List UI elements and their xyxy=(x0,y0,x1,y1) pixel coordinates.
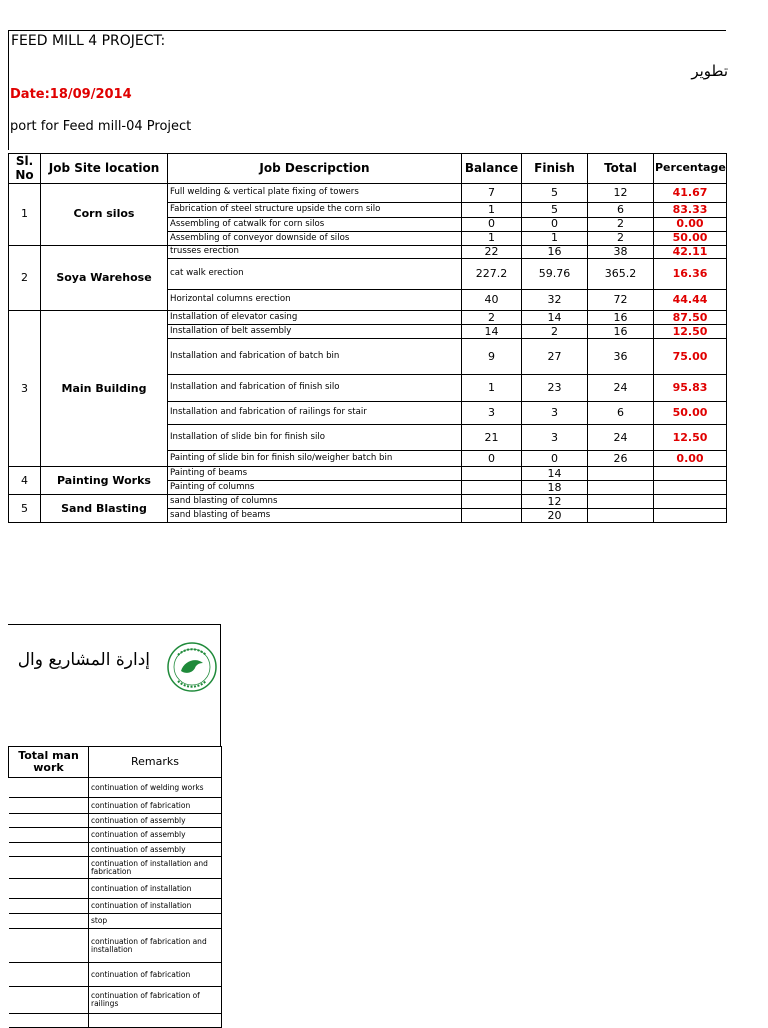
remark-text: continuation of welding works xyxy=(89,778,222,798)
finish-value: 3 xyxy=(522,425,588,451)
percentage-value: 95.83 xyxy=(654,375,727,402)
finish-value: 20 xyxy=(522,509,588,523)
col-header-balance: Balance xyxy=(462,154,522,184)
left-rule xyxy=(8,30,9,150)
man-work-cell xyxy=(9,814,89,828)
table-row xyxy=(9,843,222,857)
job-description: Fabrication of steel structure upside the corn silo xyxy=(168,203,462,218)
man-work-cell xyxy=(9,778,89,798)
col-header-location: Job Site location xyxy=(41,154,168,184)
table-row xyxy=(9,899,222,914)
remark-text: continuation of fabrication xyxy=(89,798,222,814)
table-row xyxy=(9,311,727,325)
table-row xyxy=(9,798,222,814)
col-header-remarks: Remarks xyxy=(89,747,222,778)
remark-text: continuation of fabrication xyxy=(89,963,222,987)
man-work-cell xyxy=(9,879,89,899)
job-description: trusses erection xyxy=(168,246,462,259)
percentage-value xyxy=(654,481,727,495)
job-description: sand blasting of columns xyxy=(168,495,462,509)
percentage-value: 41.67 xyxy=(654,184,727,203)
finish-value: 5 xyxy=(522,184,588,203)
total-value: 6 xyxy=(588,402,654,425)
remark-text: continuation of assembly xyxy=(89,843,222,857)
finish-value: 0 xyxy=(522,451,588,467)
total-value: 6 xyxy=(588,203,654,218)
job-location: Main Building xyxy=(41,311,168,467)
balance-value xyxy=(462,481,522,495)
job-description: Installation and fabrication of batch bin xyxy=(168,339,462,375)
percentage-value: 12.50 xyxy=(654,425,727,451)
remark-text: continuation of assembly xyxy=(89,828,222,843)
percentage-value xyxy=(654,509,727,523)
percentage-value: 0.00 xyxy=(654,451,727,467)
job-description: Installation and fabrication of railings for stair xyxy=(168,402,462,425)
man-work-cell xyxy=(9,987,89,1014)
table-row xyxy=(9,828,222,843)
logo-seal-icon xyxy=(166,641,218,693)
total-value xyxy=(588,481,654,495)
balance-value: 3 xyxy=(462,402,522,425)
percentage-value: 16.36 xyxy=(654,259,727,290)
job-description: Installation of elevator casing xyxy=(168,311,462,325)
balance-value: 0 xyxy=(462,451,522,467)
job-description: Full welding & vertical plate fixing of towers xyxy=(168,184,462,203)
finish-value: 5 xyxy=(522,203,588,218)
finish-value: 23 xyxy=(522,375,588,402)
finish-value: 32 xyxy=(522,290,588,311)
balance-value xyxy=(462,467,522,481)
man-work-cell xyxy=(9,914,89,929)
finish-value: 18 xyxy=(522,481,588,495)
job-description: Horizontal columns erection xyxy=(168,290,462,311)
sl-number: 5 xyxy=(9,495,41,523)
man-work-cell xyxy=(9,843,89,857)
table-row xyxy=(9,987,222,1014)
job-description: Painting of columns xyxy=(168,481,462,495)
finish-value: 14 xyxy=(522,311,588,325)
job-description: Installation of belt assembly xyxy=(168,325,462,339)
percentage-value: 83.33 xyxy=(654,203,727,218)
finish-value: 0 xyxy=(522,218,588,232)
col-header-total: Total xyxy=(588,154,654,184)
total-value: 2 xyxy=(588,232,654,246)
top-rule xyxy=(8,30,726,31)
balance-value: 1 xyxy=(462,375,522,402)
percentage-value: 50.00 xyxy=(654,402,727,425)
balance-value: 40 xyxy=(462,290,522,311)
finish-value: 2 xyxy=(522,325,588,339)
finish-value: 14 xyxy=(522,467,588,481)
job-description: Assembling of conveyor downside of silos xyxy=(168,232,462,246)
remark-text: continuation of fabrication and installation xyxy=(89,929,222,963)
remarks-table xyxy=(8,746,222,1028)
total-value: 12 xyxy=(588,184,654,203)
remark-text: continuation of fabrication of railings xyxy=(89,987,222,1014)
balance-value: 22 xyxy=(462,246,522,259)
table-row xyxy=(9,929,222,963)
page-title: FEED MILL 4 PROJECT: xyxy=(11,33,166,49)
page2-arabic-heading-clip xyxy=(0,650,150,680)
balance-value: 9 xyxy=(462,339,522,375)
sl-number: 4 xyxy=(9,467,41,495)
percentage-value: 75.00 xyxy=(654,339,727,375)
percentage-value: 12.50 xyxy=(654,325,727,339)
percentage-value: 44.44 xyxy=(654,290,727,311)
total-value: 72 xyxy=(588,290,654,311)
remark-text: continuation of installation xyxy=(89,879,222,899)
total-value: 38 xyxy=(588,246,654,259)
page2-arabic-heading: إدارة المشاريع وال xyxy=(17,650,150,670)
man-work-cell xyxy=(9,1014,89,1028)
job-location: Sand Blasting xyxy=(41,495,168,523)
man-work-cell xyxy=(9,899,89,914)
remark-text: continuation of installation and fabrication xyxy=(89,857,222,879)
balance-value xyxy=(462,495,522,509)
table-row xyxy=(9,879,222,899)
man-work-cell xyxy=(9,963,89,987)
percentage-value: 87.50 xyxy=(654,311,727,325)
man-work-cell xyxy=(9,857,89,879)
col-header-total-man-work: Total man work xyxy=(9,747,89,778)
man-work-cell xyxy=(9,828,89,843)
finish-value: 12 xyxy=(522,495,588,509)
job-description: Installation and fabrication of finish silo xyxy=(168,375,462,402)
job-location: Corn silos xyxy=(41,184,168,246)
job-location: Painting Works xyxy=(41,467,168,495)
man-work-cell xyxy=(9,798,89,814)
sl-number: 1 xyxy=(9,184,41,246)
balance-value: 1 xyxy=(462,232,522,246)
table-row xyxy=(9,963,222,987)
job-description: Installation of slide bin for finish silo xyxy=(168,425,462,451)
percentage-value xyxy=(654,467,727,481)
col-header-sl: Sl. No xyxy=(9,154,41,184)
percentage-value: 42.11 xyxy=(654,246,727,259)
table-row xyxy=(9,914,222,929)
total-value: 365.2 xyxy=(588,259,654,290)
man-work-cell xyxy=(9,929,89,963)
table-row xyxy=(9,1014,222,1028)
finish-value: 16 xyxy=(522,246,588,259)
job-description: Painting of slide bin for finish silo/weigher batch bin xyxy=(168,451,462,467)
percentage-value xyxy=(654,495,727,509)
balance-value: 227.2 xyxy=(462,259,522,290)
table-row xyxy=(9,495,727,509)
table-row xyxy=(9,857,222,879)
percentage-value: 50.00 xyxy=(654,232,727,246)
table-row xyxy=(9,778,222,798)
total-value: 24 xyxy=(588,425,654,451)
arabic-heading: تطوير xyxy=(691,62,728,80)
report-date: Date:18/09/2014 xyxy=(10,87,132,102)
balance-value: 1 xyxy=(462,203,522,218)
table-row xyxy=(9,814,222,828)
percentage-value: 0.00 xyxy=(654,218,727,232)
remark-text: continuation of installation xyxy=(89,899,222,914)
total-value: 16 xyxy=(588,311,654,325)
table-header-row xyxy=(9,154,727,184)
balance-value: 21 xyxy=(462,425,522,451)
balance-value: 0 xyxy=(462,218,522,232)
finish-value: 59.76 xyxy=(522,259,588,290)
job-description: sand blasting of beams xyxy=(168,509,462,523)
total-value xyxy=(588,509,654,523)
finish-value: 3 xyxy=(522,402,588,425)
table-row xyxy=(9,467,727,481)
finish-value: 1 xyxy=(522,232,588,246)
col-header-percentage: Percentage xyxy=(654,154,727,184)
job-location: Soya Warehose xyxy=(41,246,168,311)
balance-value: 7 xyxy=(462,184,522,203)
sl-number: 2 xyxy=(9,246,41,311)
finish-value: 27 xyxy=(522,339,588,375)
total-value: 16 xyxy=(588,325,654,339)
job-description: cat walk erection xyxy=(168,259,462,290)
remarks-header-row xyxy=(9,747,222,778)
progress-table xyxy=(8,153,727,523)
total-value: 36 xyxy=(588,339,654,375)
balance-value xyxy=(462,509,522,523)
table-row xyxy=(9,246,727,259)
col-header-finish: Finish xyxy=(522,154,588,184)
total-value xyxy=(588,495,654,509)
job-description: Painting of beams xyxy=(168,467,462,481)
table-row xyxy=(9,184,727,203)
total-value: 2 xyxy=(588,218,654,232)
logo-seal-graphic xyxy=(166,641,218,693)
sl-number: 3 xyxy=(9,311,41,467)
balance-value: 14 xyxy=(462,325,522,339)
total-value xyxy=(588,467,654,481)
total-value: 24 xyxy=(588,375,654,402)
remark-text: stop xyxy=(89,914,222,929)
balance-value: 2 xyxy=(462,311,522,325)
remark-text: continuation of assembly xyxy=(89,814,222,828)
job-description: Assembling of catwalk for corn silos xyxy=(168,218,462,232)
col-header-description: Job Descripction xyxy=(168,154,462,184)
remark-text xyxy=(89,1014,222,1028)
report-subtitle: port for Feed mill-04 Project xyxy=(10,119,192,134)
total-value: 26 xyxy=(588,451,654,467)
